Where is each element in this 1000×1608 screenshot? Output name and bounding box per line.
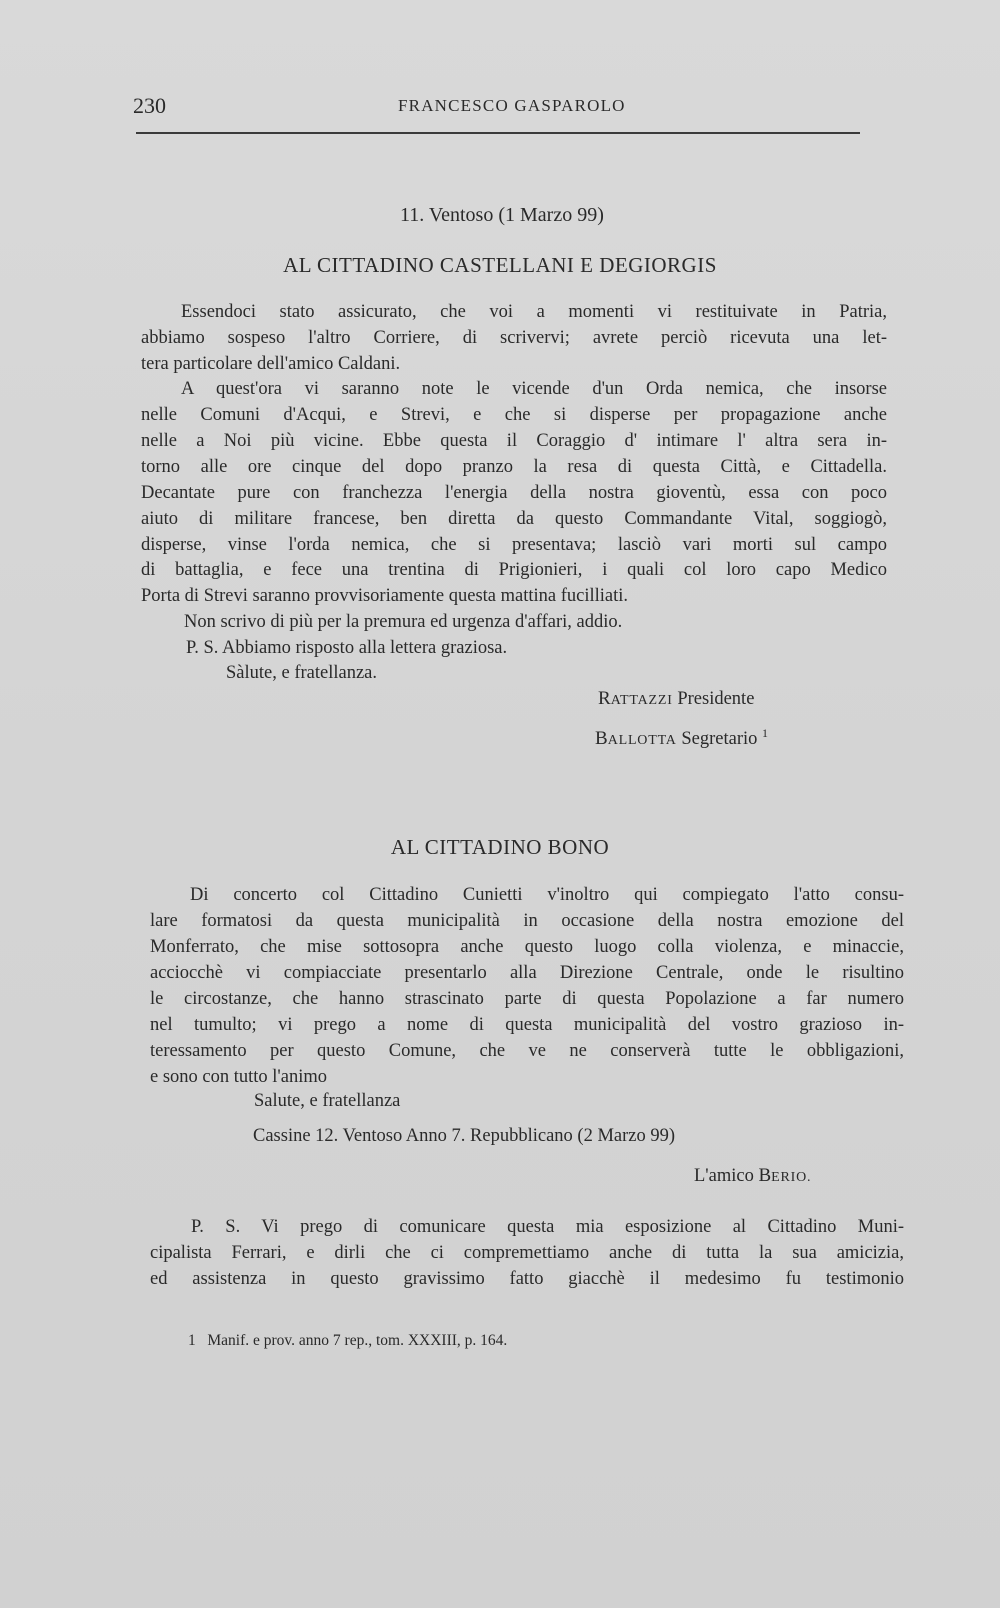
signature-president: RATTAZZI Presidente — [598, 688, 755, 709]
footnote-ref: 1 — [762, 726, 768, 740]
letter2-ps-line: cipalista Ferrari, e dirli che ci compremettiamo anche di tutta la sua amicizia, — [150, 1243, 904, 1263]
letter2-dateline: Cassine 12. Ventoso Anno 7. Repubblicano (2 Marzo 99) — [253, 1126, 676, 1146]
footnote-number: 1 — [188, 1332, 196, 1349]
letter1-line: nelle Comuni d'Acqui, e Strevi, e che si disperse per propagazione anche — [141, 405, 887, 425]
letter2-line: e sono con tutto l'animo — [150, 1067, 328, 1087]
letter2-ps-line: P. S. Vi prego di comunicare questa mia esposizione al Cittadino Muni- — [191, 1217, 904, 1237]
letter2-line: Di concerto col Cittadino Cunietti v'inoltro qui compiegato l'atto consu- — [190, 885, 904, 905]
letter1-line: aiuto di militare francese, ben diretta da questo Commandante Vital, soggiogò, — [141, 509, 887, 529]
letter1-ps: P. S. Abbiamo risposto alla lettera graziosa. — [186, 638, 508, 658]
header-rule — [136, 132, 860, 134]
letter2-closing: Salute, e fratellanza — [254, 1091, 401, 1111]
letter2-line: lare formatosi da questa municipalità in occasione della nostra emozione del — [150, 911, 904, 931]
running-title: FRANCESCO GASPAROLO — [398, 96, 626, 115]
letter2-ps-line: ed assistenza in questo gravissimo fatto giacchè il medesimo fu testimonio — [150, 1269, 904, 1289]
page-number: 230 — [133, 93, 166, 118]
letter2-line: Monferrato, che mise sottosopra anche questo luogo colla violenza, e minaccie, — [150, 937, 904, 957]
footnote-text: Manif. e prov. anno 7 rep., tom. XXXIII, p. 164. — [207, 1332, 508, 1349]
signature-secretary: BALLOTTA Segretario $^1$ — [595, 726, 768, 750]
letter1-line: Porta di Strevi saranno provvisoriamente questa mattina fucilliati. — [141, 586, 629, 606]
letter2-line: teressamento per questo Comune, che ve ne conserverà tutte le obbligazioni, — [150, 1041, 904, 1061]
signature-berio: L'amico BERIO. — [694, 1165, 812, 1186]
letter1-dateline: 11. Ventoso (1 Marzo 99) — [400, 204, 604, 226]
letter1-line: abbiamo sospeso l'altro Corriere, di scrivervi; avrete perciò ricevuta una let- — [141, 328, 887, 348]
letter1-line: Decantate pure con franchezza l'energia della nostra gioventù, essa con poco — [141, 483, 887, 503]
letter1-line: A quest'ora vi saranno note le vicende d'un Orda nemica, che insorse — [181, 379, 887, 399]
footnote — [188, 1328, 507, 1353]
letter2-line: acciocchè vi compiacciate presentarlo alla Direzione Centrale, onde le risultino — [150, 963, 904, 983]
letter1-line: Non scrivo di più per la premura ed urgenza d'affari, addio. — [184, 612, 623, 632]
letter1-closing: Sàlute, e fratellanza. — [226, 663, 377, 683]
letter1-line: di battaglia, e fece una trentina di Prigionieri, i quali col loro capo Medico — [141, 560, 887, 580]
letter1-line: nelle a Noi più vicine. Ebbe questa il Coraggio d' intimare l' altra sera in- — [141, 431, 887, 451]
letter1-line: disperse, vinse l'orda nemica, che si presentava; lasciò vari morti sul campo — [141, 535, 887, 555]
letter1-line: torno alle ore cinque del dopo pranzo la resa di questa Città, e Cittadella. — [141, 457, 887, 477]
letter2-line: nel tumulto; vi prego a nome di questa municipalità del vostro grazioso in- — [150, 1015, 904, 1035]
letter1-line: tera particolare dell'amico Caldani. — [141, 354, 401, 374]
letter1-addressee: AL CITTADINO CASTELLANI E DEGIORGIS — [283, 253, 717, 277]
letter2-line: le circostanze, che hanno strascinato parte di questa Popolazione a far numero — [150, 989, 904, 1009]
letter2-addressee: AL CITTADINO BONO — [390, 835, 610, 859]
letter1-line: Essendoci stato assicurato, che voi a momenti vi restituivate in Patria, — [181, 302, 887, 322]
